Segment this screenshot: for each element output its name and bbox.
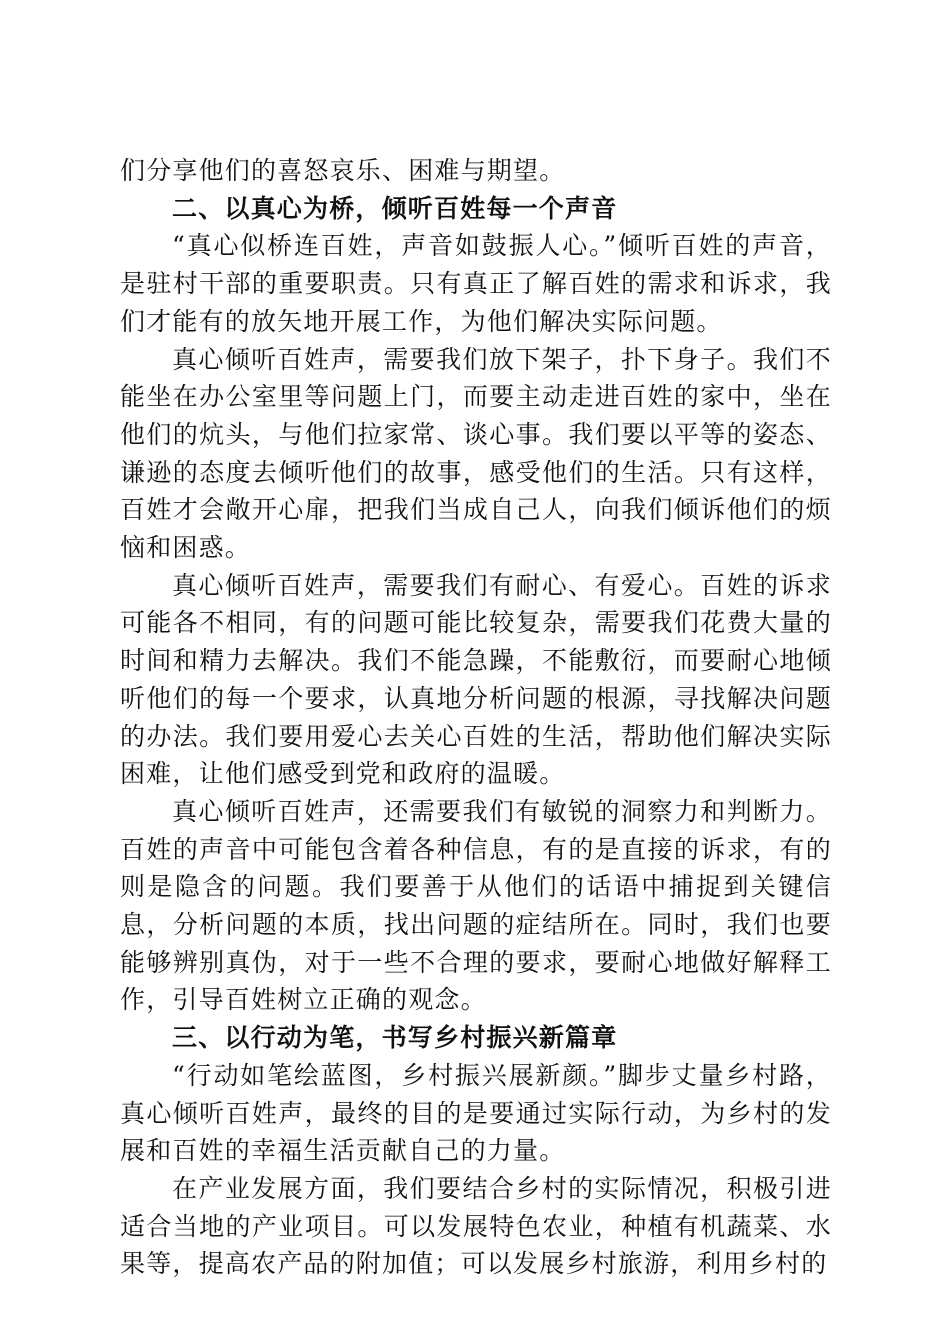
paragraph: 真心倾听百姓声，还需要我们有敏锐的洞察力和判断力。百姓的声音中可能包含着各种信息，有的是直接的诉求，有的则是隐含的问题。我们要善于从他们的话语中捕捉到关键信息，分析问题的本质，找出问题的症结所在。同时，我们也要能够辨别真伪，对于一些不合理的要求，要耐心地做好解释工作，引导百姓树立正确的观念。 — [120, 796, 832, 1015]
section-heading-2: 二、以真心为桥，倾听百姓每一个声音 — [172, 193, 618, 223]
section-heading-3: 三、以行动为笔，书写乡村振兴新篇章 — [172, 1023, 618, 1053]
paragraph: “真心似桥连百姓，声音如鼓振人心。”倾听百姓的声音，是驻村干部的重要职责。只有真正了解百姓的需求和诉求，我们才能有的放矢地开展工作，为他们解决实际问题。 — [120, 231, 832, 336]
document-body — [120, 152, 832, 1283]
paragraph-continuation: 们分享他们的喜怒哀乐、困难与期望。 — [120, 156, 566, 185]
paragraph: “行动如笔绘蓝图，乡村振兴展新颜。”脚步丈量乡村路，真心倾听百姓声，最终的目的是要通过实际行动，为乡村的发展和百姓的幸福生活贡献自己的力量。 — [120, 1060, 832, 1166]
paragraph: 真心倾听百姓声，需要我们放下架子，扑下身子。我们不能坐在办公室里等问题上门，而要主动走进百姓的家中，坐在他们的炕头，与他们拉家常、谈心事。我们要以平等的姿态、谦逊的态度去倾听他们的故事，感受他们的生活。只有这样，百姓才会敞开心扉，把我们当成自己人，向我们倾诉他们的烦恼和困惑。 — [120, 344, 832, 563]
paragraph: 真心倾听百姓声，需要我们有耐心、有爱心。百姓的诉求可能各不相同，有的问题可能比较复杂，需要我们花费大量的时间和精力去解决。我们不能急躁，不能敷衍，而要耐心地倾听他们的每一个要求，认真地分析问题的根源，寻找解决问题的办法。我们要用爱心去关心百姓的生活，帮助他们解决实际困难，让他们感受到党和政府的温暖。 — [120, 570, 832, 789]
paragraph: 在产业发展方面，我们要结合乡村的实际情况，积极引进适合当地的产业项目。可以发展特色农业，种植有机蔬菜、水果等，提高农产品的附加值；可以发展乡村旅游，利用乡村的 — [120, 1173, 832, 1279]
